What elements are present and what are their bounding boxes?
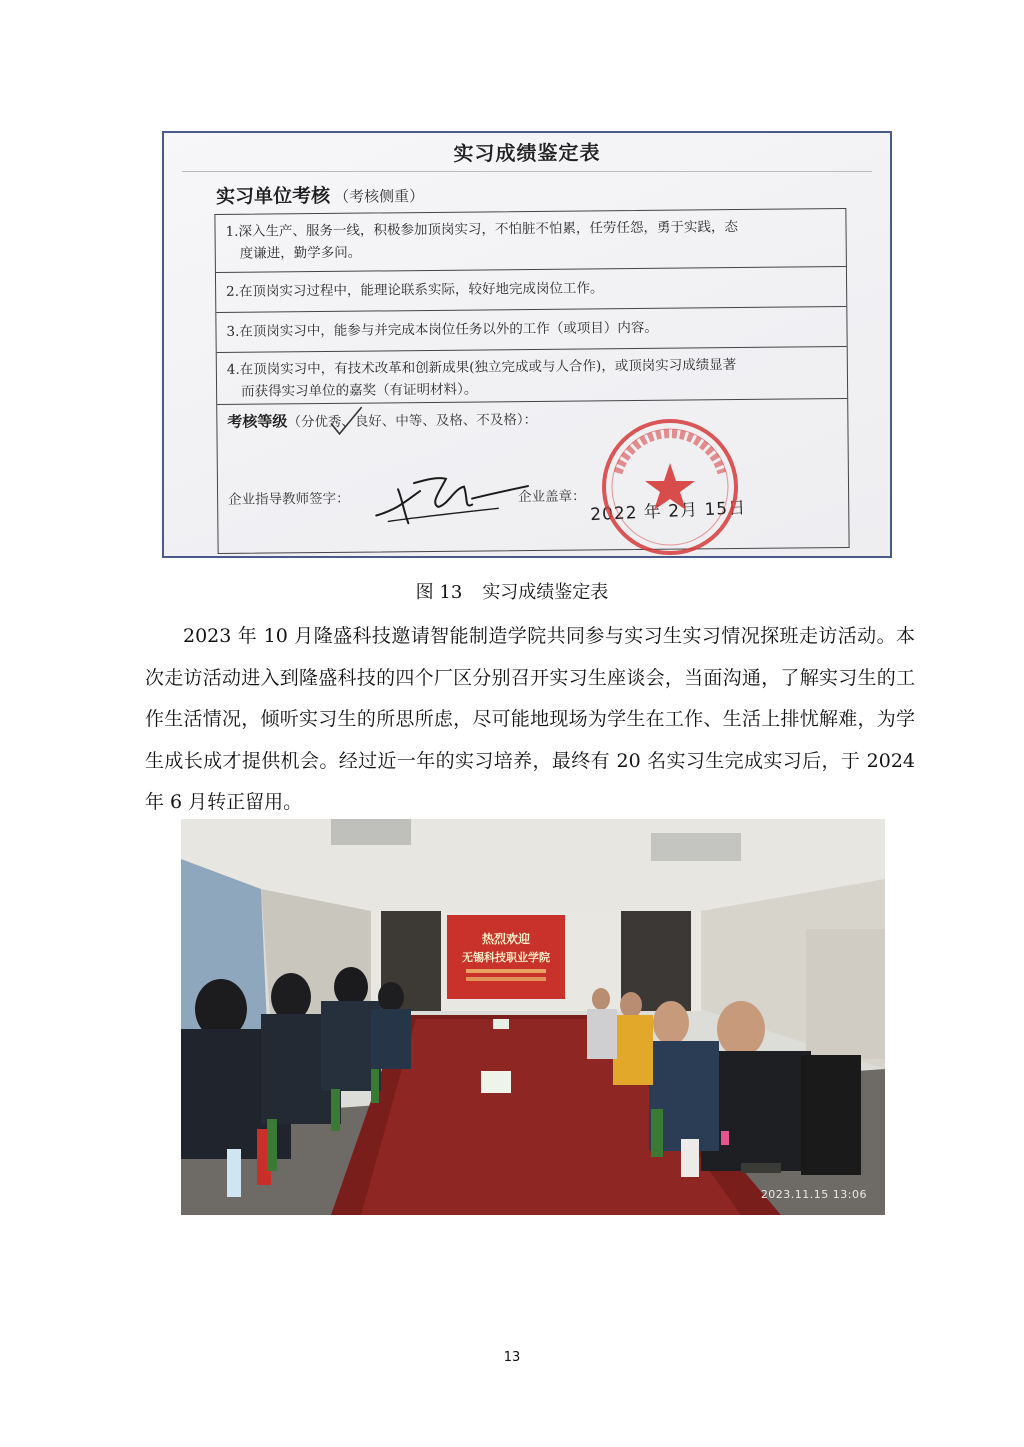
handwritten-signature-icon [368, 468, 539, 530]
meeting-room-illustration [181, 819, 885, 1215]
check-mark-icon [327, 404, 367, 440]
criteria-table [214, 208, 849, 554]
screen-welcome-line: 热烈欢迎 [481, 932, 531, 946]
screen-school-line: 无锡科技职业学院 [462, 951, 550, 964]
handwritten-date: 2022 年 2月 15日 [589, 498, 747, 526]
criterion-4-line-2: 而获得实习单位的嘉奖（有证明材料）。 [241, 381, 478, 400]
grade-row [217, 399, 848, 553]
criterion-row-1 [215, 209, 846, 273]
body-paragraph: 2023 年 10 月隆盛科技邀请智能制造学院共同参与实习生实习情况探班走访活动。本次走访活动进入到隆盛科技的四个厂区分别召开实习生座谈会，当面沟通，了解实习生的工作生活情况，倾听实习生的所思所虑，尽可能地现场为学生在工作、生活上排忧解难，为学生成长成才提供机会。经过近一年的实习培养，最终有 20 名实习生完成实习后，于 2024 年 6 月转正留用。 [145, 625, 915, 813]
section-heading-label: 实习单位考核 [215, 184, 331, 208]
company-seal-icon [596, 413, 744, 558]
figure-number: 图 13 [415, 582, 463, 603]
criterion-1-line-1: 1.深入生产、服务一线，积极参加顶岗实习，不怕脏不怕累，任劳任怨，勇于实践，态 [225, 219, 738, 240]
criterion-3-text: 3.在顶岗实习中，能参与并完成本岗位任务以外的工作（或项目）内容。 [226, 319, 658, 340]
grade-options: （分优秀、良好、中等、及格、不及格）： [287, 411, 538, 431]
section-heading [216, 180, 424, 209]
teacher-sign-label: 企业指导教师签字： [228, 490, 350, 508]
company-seal-label: 企业盖章： [518, 488, 586, 506]
meeting-photo [181, 819, 885, 1215]
criterion-2-text: 2.在顶岗实习过程中，能理论联系实际，较好地完成岗位工作。 [226, 280, 604, 300]
figure-caption [0, 578, 1024, 604]
form-title: 实习成绩鉴定表 [453, 140, 601, 166]
page-number: 13 [503, 1350, 521, 1365]
grade-label: 考核等级 [227, 412, 288, 431]
criterion-row-2 [216, 267, 846, 313]
criterion-row-3 [216, 307, 846, 353]
section-heading-sub: （考核侧重） [333, 187, 425, 206]
photo-timestamp: 2023.11.15 13:06 [760, 1188, 867, 1201]
evaluation-form-image [162, 131, 892, 558]
criterion-1-line-2: 度谦进，勤学多问。 [239, 244, 362, 262]
figure-caption-text: 实习成绩鉴定表 [482, 582, 609, 603]
title-divider [182, 171, 872, 172]
criterion-4-line-1: 4.在顶岗实习中，有技术改革和创新成果(独立完成或与人合作)，或顶岗实习成绩显著 [226, 357, 737, 378]
criterion-row-4 [217, 347, 847, 405]
